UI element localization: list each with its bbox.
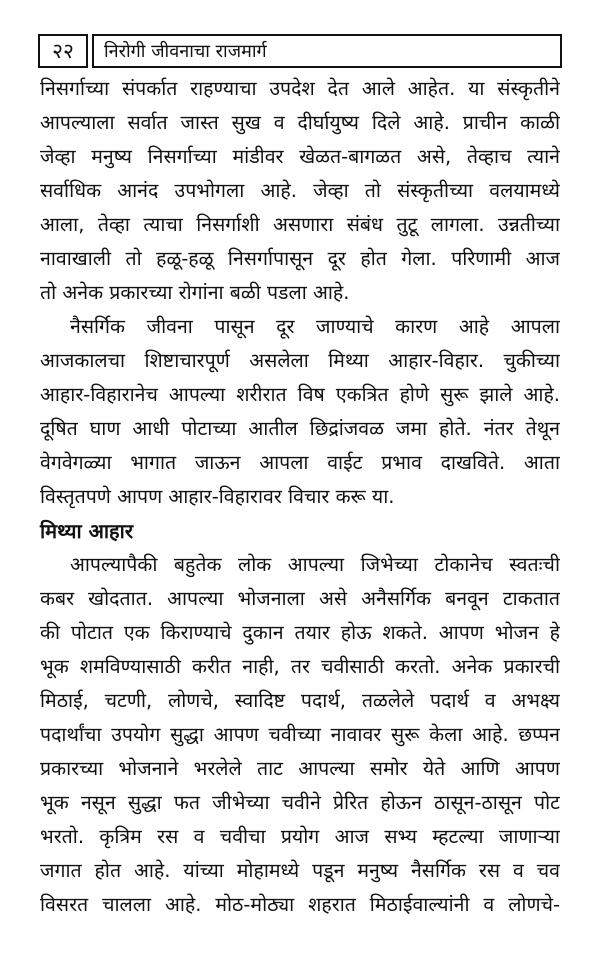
text-line: विस्तृतपणे आपण आहार-विहारावर विचार करू या.: [40, 485, 395, 508]
text-line: जेव्हा मनुष्य निसर्गाच्या मांडीवर खेळत-बागळत असे, तेव्हाच त्याने: [40, 145, 560, 168]
text-line: की पोटात एक किराण्याचे दुकान तयार होऊ शकते. आपण भोजन हे: [40, 621, 560, 644]
page-number: २२: [38, 34, 88, 68]
section-heading: मिथ्या आहार: [40, 519, 134, 543]
text-line: सर्वाधिक आनंद उपभोगला आहे. जेव्हा तो संस्कृतीच्या वलयामध्ये: [40, 179, 560, 202]
text-line: तो अनेक प्रकारच्या रोगांना बळी पडला आहे.: [40, 281, 350, 304]
text-line: जगात होत आहे. यांच्या मोहामध्ये पडून मनुष्य नैसर्गिक रस व चव: [40, 859, 560, 882]
text-line: भूक नसून सुद्धा फत जीभेच्या चवीने प्रेरित होऊन ठासून-ठासून पोट: [40, 791, 560, 814]
text-line: आहार-विहारानेच आपल्या शरीरात विष एकत्रित होणे सुरू झाले आहे.: [40, 383, 560, 406]
text-line: विसरत चालला आहे. मोठ-मोठ्या शहरात मिठाईवाल्यांनी व लोणचे-: [40, 893, 560, 916]
text-line: प्रकारच्या भोजनाने भरलेले ताट आपल्या समोर येते आणि आपण: [40, 757, 560, 780]
text-line: कबर खोदतात. आपल्या भोजनाला असे अनैसर्गिक बनवून टाकतात: [40, 587, 560, 610]
text-line: भूक शमविण्यासाठी करीत नाही, तर चवीसाठी करतो. अनेक प्रकारची: [40, 655, 560, 678]
text-line: नावाखाली तो हळू-हळू निसर्गापासून दूर होत गेला. परिणामी आज: [40, 247, 560, 270]
running-title: निरोगी जीवनाचा राजमार्ग: [92, 34, 562, 68]
text-line: मिठाई, चटणी, लोणचे, स्वादिष्ट पदार्थ, तळलेले पदार्थ व अभक्ष्य: [40, 689, 560, 712]
text-line: वेगवेगळ्या भागात जाऊन आपला वाईट प्रभाव दाखविते. आता: [40, 451, 560, 474]
text-line: आपल्यापैकी बहुतेक लोक आपल्या जिभेच्या टोकानेच स्वतःची: [70, 553, 560, 576]
text-line: आजकालचा शिष्टाचारपूर्ण असलेला मिथ्या आहार-विहार. चुकीच्या: [40, 349, 560, 372]
text-line: निसर्गाच्या संपर्कात राहण्याचा उपदेश देत आले आहेत. या संस्कृतीने: [40, 77, 560, 100]
page-header: [38, 34, 562, 68]
text-line: आपल्याला सर्वात जास्त सुख व दीर्घायुष्य दिले आहे. प्राचीन काळी: [40, 111, 560, 134]
text-line: भरतो. कृत्रिम रस व चवीचा प्रयोग आज सभ्य म्हटल्या जाणाऱ्या: [40, 825, 560, 848]
text-line: दूषित घाण आधी पोटाच्या आतील छिद्रांजवळ जमा होते. नंतर तेथून: [40, 417, 560, 440]
text-line: पदार्थांचा उपयोग सुद्धा आपण चवीच्या नावावर सुरू केला आहे. छप्पन: [40, 723, 560, 746]
text-line: नैसर्गिक जीवना पासून दूर जाण्याचे कारण आहे आपला: [70, 315, 560, 338]
body-text: [40, 72, 560, 922]
text-line: आला, तेव्हा त्याचा निसर्गाशी असणारा संबंध तुटू लागला. उन्नतीच्या: [40, 213, 560, 236]
